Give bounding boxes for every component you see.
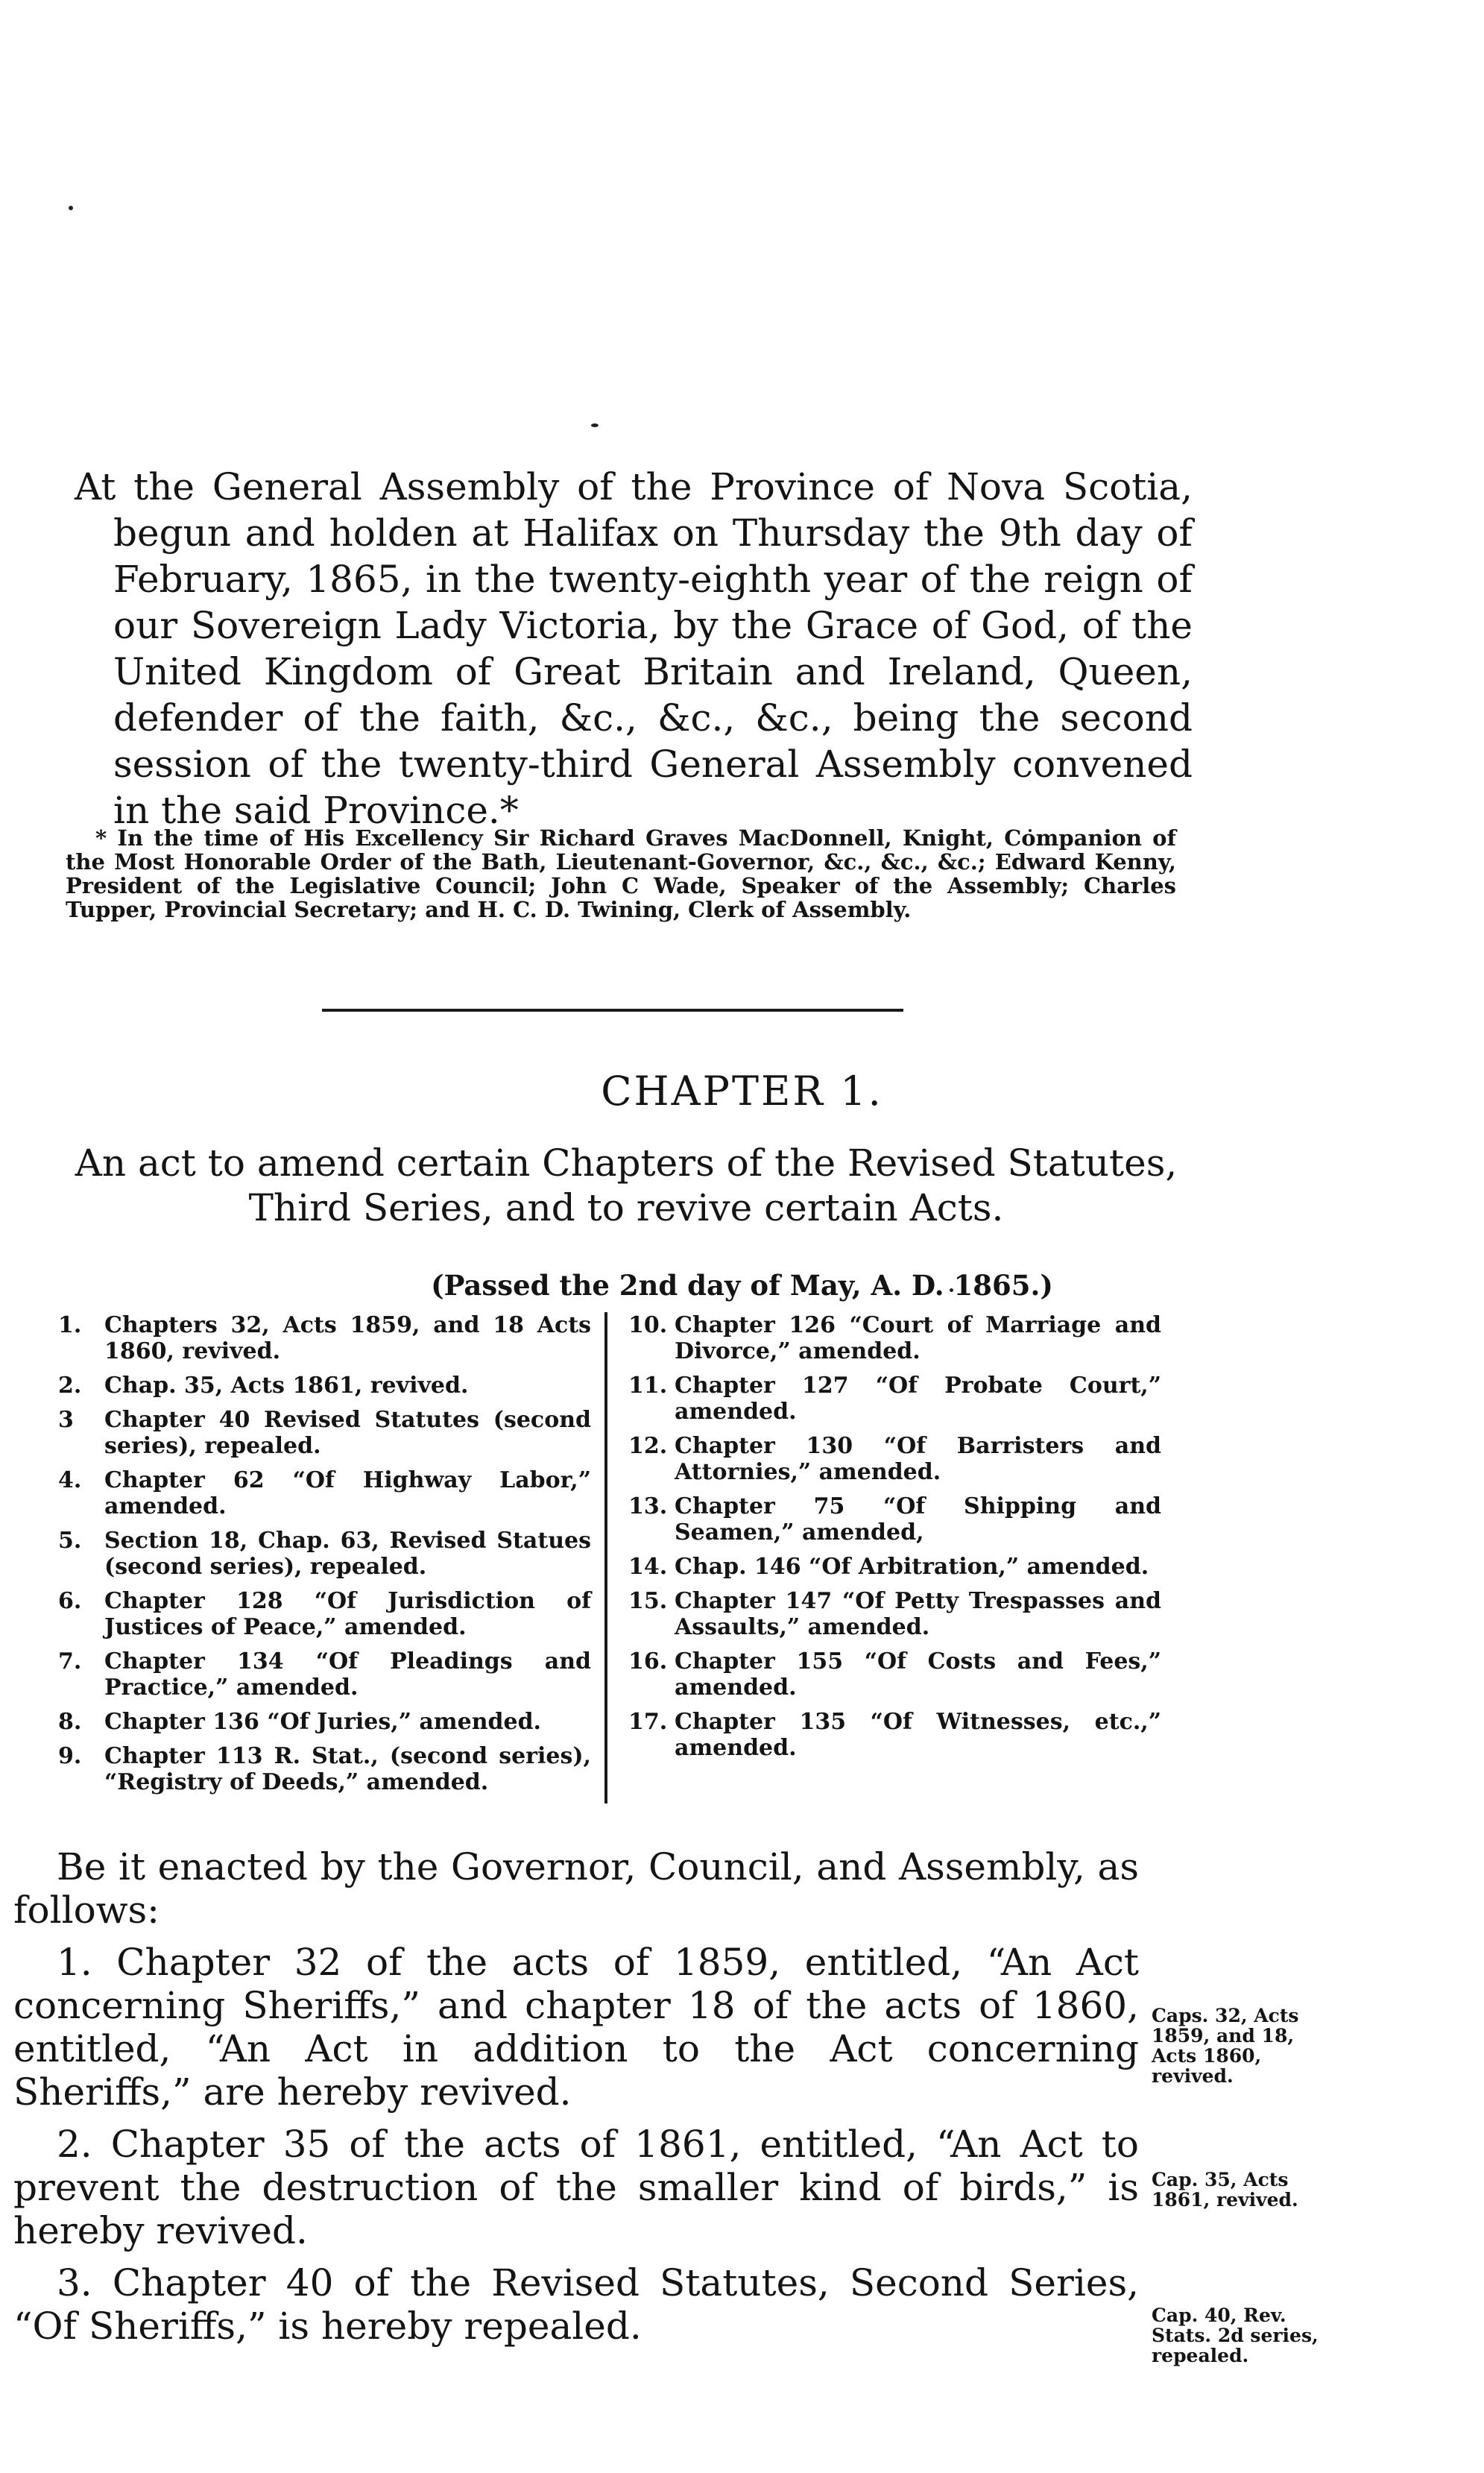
summary-item bbox=[628, 1554, 1161, 1580]
summary-item bbox=[58, 1743, 591, 1795]
ink-speck bbox=[591, 423, 599, 427]
ink-speck bbox=[69, 206, 73, 210]
summary-item-number: 9. bbox=[58, 1743, 82, 1769]
summary-item-number: 7. bbox=[58, 1648, 82, 1675]
summary-item-number: 4. bbox=[58, 1467, 82, 1493]
summary-item bbox=[628, 1493, 1161, 1546]
section-2: 2. Chapter 35 of the acts of 1861, entitled, “An Act to prevent the destruction of the smaller kind of birds,” is hereby revived. bbox=[13, 2123, 1139, 2252]
summary-item-text: Chapter 113 R. Stat., (second series), “Registry of Deeds,” amended. bbox=[104, 1743, 591, 1795]
summary-item-number: 5. bbox=[58, 1528, 82, 1554]
summary-item-text: Section 18, Chap. 63, Revised Statues (second series), repealed. bbox=[104, 1528, 591, 1580]
summary-item-text: Chapters 32, Acts 1859, and 18 Acts 1860, revived. bbox=[104, 1312, 591, 1364]
summary-item bbox=[628, 1373, 1161, 1425]
summary-item-number: 14. bbox=[628, 1554, 668, 1580]
summary-item bbox=[58, 1648, 591, 1701]
margin-note-section-1: Caps. 32, Acts 1859, and 18, Acts 1860, revived. bbox=[1152, 2005, 1299, 2087]
summary-item-number: 12. bbox=[628, 1433, 668, 1459]
summary-item-text: Chapter 155 “Of Costs and Fees,” amended. bbox=[675, 1648, 1161, 1701]
summary-item-number: 17. bbox=[628, 1709, 668, 1735]
footnote-text: * In the time of His Excellency Sir Richard Graves MacDonnell, Knight, Companion of the Most Honorable Order of the Bath, Lieutenant-Governor, &c., &c., &c.; Edward Kenny, President of the Legislative Council; John C Wade, Speaker of the Assembly; Charles Tupper, Provincial Secretary; and H. C. D. Twining, Clerk of Assembly. bbox=[66, 825, 1176, 922]
summary-item bbox=[58, 1528, 591, 1580]
margin-note-section-2: Cap. 35, Acts 1861, revived. bbox=[1152, 2169, 1298, 2211]
summary-item bbox=[628, 1648, 1161, 1701]
enacting-clause: Be it enacted by the Governor, Council, and Assembly, as follows: bbox=[13, 1845, 1139, 1932]
summary-item-number: 6. bbox=[58, 1588, 82, 1614]
summary-item-text: Chapter 126 “Court of Marriage and Divorce,” amended. bbox=[675, 1312, 1161, 1364]
act-title: An act to amend certain Chapters of the Revised Statutes, Third Series, and to revive certain Acts. bbox=[75, 1141, 1178, 1229]
summary-item-text: Chap. 35, Acts 1861, revived. bbox=[104, 1373, 469, 1399]
summary-item bbox=[58, 1373, 591, 1399]
summary-item-number: 16. bbox=[628, 1648, 668, 1675]
summary-item-number: 2. bbox=[58, 1373, 82, 1399]
summary-item-text: Chapter 147 “Of Petty Trespasses and Assaults,” amended. bbox=[675, 1588, 1161, 1640]
summary-item-text: Chapter 127 “Of Probate Court,” amended. bbox=[675, 1373, 1161, 1425]
summary-item bbox=[58, 1407, 591, 1459]
summary-item bbox=[58, 1588, 591, 1640]
section-1: 1. Chapter 32 of the acts of 1859, entitled, “An Act concerning Sheriffs,” and chapter 18 of the acts of 1860, entitled, “An Act in addition to the Act concerning Sheriffs,” are hereby revived. bbox=[13, 1941, 1139, 2114]
margin-note-section-3: Cap. 40, Rev. Stats. 2d series, repealed. bbox=[1152, 2305, 1319, 2366]
footnote bbox=[66, 826, 1176, 922]
summary-item-text: Chapter 128 “Of Jurisdiction of Justices of Peace,” amended. bbox=[104, 1588, 591, 1640]
summary-item-text: Chap. 146 “Of Arbitration,” amended. bbox=[675, 1554, 1149, 1580]
summary-item-number: 3 bbox=[58, 1407, 74, 1433]
summary-item-text: Chapter 135 “Of Witnesses, etc.,” amended. bbox=[675, 1709, 1161, 1761]
summary-item bbox=[58, 1467, 591, 1519]
summary-item-text: Chapter 134 “Of Pleadings and Practice,” amended. bbox=[104, 1648, 591, 1701]
summary-item-text: Chapter 136 “Of Juries,” amended. bbox=[104, 1709, 541, 1735]
summary-item-number: 13. bbox=[628, 1493, 668, 1519]
preamble-text: At the General Assembly of the Province of Nova Scotia, begun and holden at Halifax on Thursday the 9th day of February, 1865, in the twenty-eighth year of the reign of our Sovereign Lady Victoria, by the Grace of God, of the United Kingdom of Great Britain and Ireland, Queen, defender of the faith, &c., &c., &c., being the second session of the twenty-third General Assembly convened in the said Province.* bbox=[75, 465, 1193, 832]
summary-item bbox=[58, 1312, 591, 1364]
act-body bbox=[13, 1845, 1139, 2357]
summary-item-number: 11. bbox=[628, 1373, 668, 1399]
section-3: 3. Chapter 40 of the Revised Statutes, Second Series, “Of Sheriffs,” is hereby repealed. bbox=[13, 2261, 1139, 2348]
section-summary bbox=[58, 1312, 1161, 1803]
summary-item-number: 8. bbox=[58, 1709, 82, 1735]
summary-item bbox=[628, 1433, 1161, 1485]
summary-item-text: Chapter 40 Revised Statutes (second series), repealed. bbox=[104, 1407, 591, 1459]
session-preamble bbox=[75, 464, 1193, 834]
summary-column-left bbox=[58, 1312, 607, 1803]
summary-item bbox=[628, 1588, 1161, 1640]
section-divider bbox=[322, 1009, 903, 1012]
passed-date: (Passed the 2nd day of May, A. D. 1865.) bbox=[431, 1269, 1053, 1302]
summary-item-text: Chapter 130 “Of Barristers and Attornies,” amended. bbox=[675, 1433, 1161, 1485]
summary-item-number: 15. bbox=[628, 1588, 668, 1614]
summary-item bbox=[628, 1312, 1161, 1364]
summary-column-right bbox=[607, 1312, 1161, 1803]
chapter-heading: CHAPTER 1. bbox=[601, 1068, 883, 1115]
summary-item bbox=[628, 1709, 1161, 1761]
summary-item-number: 1. bbox=[58, 1312, 82, 1338]
summary-item-text: Chapter 75 “Of Shipping and Seamen,” amended, bbox=[675, 1493, 1161, 1546]
summary-item-number: 10. bbox=[628, 1312, 668, 1338]
summary-item-text: Chapter 62 “Of Highway Labor,” amended. bbox=[104, 1467, 591, 1519]
summary-item bbox=[58, 1709, 591, 1735]
